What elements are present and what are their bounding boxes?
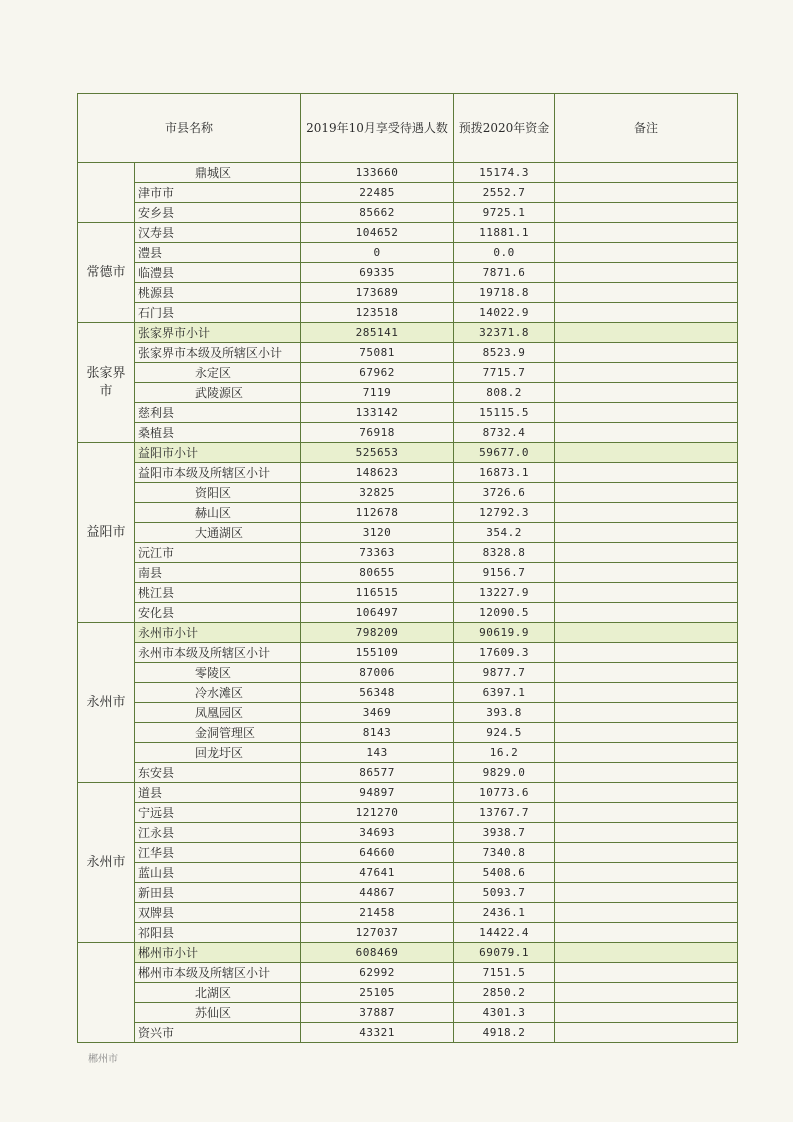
table-row — [78, 223, 738, 243]
note-cell — [555, 363, 738, 383]
table-row — [78, 923, 738, 943]
people-count-cell: 44867 — [301, 883, 454, 903]
table-row — [78, 643, 738, 663]
note-cell — [555, 863, 738, 883]
county-name-cell: 北湖区 — [135, 983, 301, 1003]
table-row — [78, 403, 738, 423]
city-name-cell: 永州市 — [78, 623, 135, 783]
table-row — [78, 163, 738, 183]
note-cell — [555, 423, 738, 443]
county-name-cell: 零陵区 — [135, 663, 301, 683]
fund-cell: 13227.9 — [454, 583, 555, 603]
table-row — [78, 363, 738, 383]
header-row — [78, 94, 738, 163]
subtotal-row — [78, 623, 738, 643]
city-name-cell: 永州市 — [78, 783, 135, 943]
fund-cell: 7871.6 — [454, 263, 555, 283]
table-row — [78, 303, 738, 323]
note-cell — [555, 443, 738, 463]
county-name-cell: 凤凰园区 — [135, 703, 301, 723]
county-name-cell: 石门县 — [135, 303, 301, 323]
county-name-cell: 郴州市小计 — [135, 943, 301, 963]
people-count-cell: 73363 — [301, 543, 454, 563]
people-count-cell: 67962 — [301, 363, 454, 383]
people-count-cell: 85662 — [301, 203, 454, 223]
note-cell — [555, 343, 738, 363]
fund-cell: 4918.2 — [454, 1023, 555, 1043]
people-count-cell: 34693 — [301, 823, 454, 843]
table-row — [78, 703, 738, 723]
city-name-cell: 益阳市 — [78, 443, 135, 623]
fund-cell: 9829.0 — [454, 763, 555, 783]
table-row — [78, 863, 738, 883]
people-count-cell: 3469 — [301, 703, 454, 723]
people-count-cell: 148623 — [301, 463, 454, 483]
people-count-cell: 56348 — [301, 683, 454, 703]
people-count-cell: 112678 — [301, 503, 454, 523]
table-row — [78, 743, 738, 763]
note-cell — [555, 523, 738, 543]
county-name-cell: 桃源县 — [135, 283, 301, 303]
table-body — [78, 163, 738, 1043]
people-count-cell: 155109 — [301, 643, 454, 663]
fund-cell: 59677.0 — [454, 443, 555, 463]
fund-cell: 12090.5 — [454, 603, 555, 623]
table-row — [78, 183, 738, 203]
table-row — [78, 683, 738, 703]
people-count-cell: 86577 — [301, 763, 454, 783]
city-name-cell — [78, 163, 135, 223]
note-cell — [555, 503, 738, 523]
header-fund: 预拨2020年资金 — [454, 94, 555, 163]
people-count-cell: 22485 — [301, 183, 454, 203]
county-name-cell: 武陵源区 — [135, 383, 301, 403]
table-row — [78, 563, 738, 583]
table-row — [78, 543, 738, 563]
fund-cell: 16873.1 — [454, 463, 555, 483]
people-count-cell: 76918 — [301, 423, 454, 443]
fund-cell: 2850.2 — [454, 983, 555, 1003]
people-count-cell: 43321 — [301, 1023, 454, 1043]
county-name-cell: 双牌县 — [135, 903, 301, 923]
county-name-cell: 大通湖区 — [135, 523, 301, 543]
subtotal-row — [78, 443, 738, 463]
cut-off-city-label: 郴州市 — [88, 1054, 118, 1065]
subtotal-row — [78, 943, 738, 963]
fund-cell: 924.5 — [454, 723, 555, 743]
county-name-cell: 苏仙区 — [135, 1003, 301, 1023]
people-count-cell: 37887 — [301, 1003, 454, 1023]
note-cell — [555, 263, 738, 283]
county-name-cell: 赫山区 — [135, 503, 301, 523]
note-cell — [555, 723, 738, 743]
table-row — [78, 983, 738, 1003]
county-name-cell: 沅江市 — [135, 543, 301, 563]
city-name-cell: 张家界市 — [78, 323, 135, 443]
table-row — [78, 883, 738, 903]
county-name-cell: 临澧县 — [135, 263, 301, 283]
note-cell — [555, 563, 738, 583]
table-row — [78, 963, 738, 983]
table-row — [78, 1003, 738, 1023]
table-row — [78, 723, 738, 743]
fund-cell: 3726.6 — [454, 483, 555, 503]
note-cell — [555, 243, 738, 263]
fund-cell: 11881.1 — [454, 223, 555, 243]
fund-cell: 3938.7 — [454, 823, 555, 843]
note-cell — [555, 463, 738, 483]
county-name-cell: 金洞管理区 — [135, 723, 301, 743]
table-row — [78, 603, 738, 623]
people-count-cell: 0 — [301, 243, 454, 263]
fund-cell: 8523.9 — [454, 343, 555, 363]
table-row — [78, 523, 738, 543]
table-row — [78, 423, 738, 443]
fund-cell: 13767.7 — [454, 803, 555, 823]
note-cell — [555, 743, 738, 763]
note-cell — [555, 783, 738, 803]
note-cell — [555, 663, 738, 683]
note-cell — [555, 923, 738, 943]
note-cell — [555, 963, 738, 983]
note-cell — [555, 1023, 738, 1043]
county-name-cell: 新田县 — [135, 883, 301, 903]
people-count-cell: 21458 — [301, 903, 454, 923]
city-name-cell — [78, 943, 135, 1043]
note-cell — [555, 623, 738, 643]
people-count-cell: 8143 — [301, 723, 454, 743]
note-cell — [555, 183, 738, 203]
county-name-cell: 资阳区 — [135, 483, 301, 503]
people-count-cell: 32825 — [301, 483, 454, 503]
people-count-cell: 87006 — [301, 663, 454, 683]
note-cell — [555, 323, 738, 343]
note-cell — [555, 283, 738, 303]
county-name-cell: 永州市本级及所辖区小计 — [135, 643, 301, 663]
note-cell — [555, 543, 738, 563]
county-name-cell: 东安县 — [135, 763, 301, 783]
fund-cell: 5093.7 — [454, 883, 555, 903]
fund-cell: 69079.1 — [454, 943, 555, 963]
table-row — [78, 263, 738, 283]
people-count-cell: 64660 — [301, 843, 454, 863]
note-cell — [555, 483, 738, 503]
people-count-cell: 173689 — [301, 283, 454, 303]
header-people-count: 2019年10月享受待遇人数 — [301, 94, 454, 163]
note-cell — [555, 403, 738, 423]
note-cell — [555, 943, 738, 963]
note-cell — [555, 583, 738, 603]
fund-cell: 7151.5 — [454, 963, 555, 983]
note-cell — [555, 1003, 738, 1023]
people-count-cell: 75081 — [301, 343, 454, 363]
fund-cell: 15115.5 — [454, 403, 555, 423]
county-name-cell: 回龙圩区 — [135, 743, 301, 763]
fund-cell: 32371.8 — [454, 323, 555, 343]
table-row — [78, 203, 738, 223]
table-row — [78, 1023, 738, 1043]
people-count-cell: 608469 — [301, 943, 454, 963]
note-cell — [555, 643, 738, 663]
table-row — [78, 283, 738, 303]
subsidy-table — [77, 93, 738, 1043]
people-count-cell: 104652 — [301, 223, 454, 243]
fund-cell: 4301.3 — [454, 1003, 555, 1023]
city-name-cell: 常德市 — [78, 223, 135, 323]
note-cell — [555, 603, 738, 623]
fund-cell: 19718.8 — [454, 283, 555, 303]
table-row — [78, 823, 738, 843]
table-row — [78, 583, 738, 603]
table-row — [78, 503, 738, 523]
county-name-cell: 汉寿县 — [135, 223, 301, 243]
county-name-cell: 安化县 — [135, 603, 301, 623]
people-count-cell: 94897 — [301, 783, 454, 803]
fund-cell: 5408.6 — [454, 863, 555, 883]
county-name-cell: 江华县 — [135, 843, 301, 863]
note-cell — [555, 983, 738, 1003]
county-name-cell: 张家界市小计 — [135, 323, 301, 343]
note-cell — [555, 683, 738, 703]
note-cell — [555, 823, 738, 843]
note-cell — [555, 763, 738, 783]
fund-cell: 2552.7 — [454, 183, 555, 203]
fund-cell: 9877.7 — [454, 663, 555, 683]
people-count-cell: 47641 — [301, 863, 454, 883]
county-name-cell: 南县 — [135, 563, 301, 583]
people-count-cell: 7119 — [301, 383, 454, 403]
fund-cell: 17609.3 — [454, 643, 555, 663]
fund-cell: 15174.3 — [454, 163, 555, 183]
note-cell — [555, 223, 738, 243]
fund-cell: 8732.4 — [454, 423, 555, 443]
people-count-cell: 106497 — [301, 603, 454, 623]
county-name-cell: 祁阳县 — [135, 923, 301, 943]
county-name-cell: 益阳市小计 — [135, 443, 301, 463]
people-count-cell: 127037 — [301, 923, 454, 943]
county-name-cell: 安乡县 — [135, 203, 301, 223]
county-name-cell: 澧县 — [135, 243, 301, 263]
note-cell — [555, 303, 738, 323]
fund-cell: 808.2 — [454, 383, 555, 403]
people-count-cell: 133660 — [301, 163, 454, 183]
note-cell — [555, 803, 738, 823]
fund-cell: 393.8 — [454, 703, 555, 723]
header-note: 备注 — [555, 94, 738, 163]
county-name-cell: 鼎城区 — [135, 163, 301, 183]
county-name-cell: 道县 — [135, 783, 301, 803]
fund-cell: 16.2 — [454, 743, 555, 763]
table-row — [78, 763, 738, 783]
note-cell — [555, 163, 738, 183]
table-row — [78, 483, 738, 503]
table-row — [78, 243, 738, 263]
fund-cell: 9156.7 — [454, 563, 555, 583]
county-name-cell: 慈利县 — [135, 403, 301, 423]
people-count-cell: 143 — [301, 743, 454, 763]
people-count-cell: 80655 — [301, 563, 454, 583]
note-cell — [555, 843, 738, 863]
fund-cell: 12792.3 — [454, 503, 555, 523]
table-row — [78, 663, 738, 683]
table-row — [78, 803, 738, 823]
fund-cell: 7340.8 — [454, 843, 555, 863]
fund-cell: 2436.1 — [454, 903, 555, 923]
people-count-cell: 69335 — [301, 263, 454, 283]
people-count-cell: 3120 — [301, 523, 454, 543]
county-name-cell: 张家界市本级及所辖区小计 — [135, 343, 301, 363]
note-cell — [555, 383, 738, 403]
table-row — [78, 383, 738, 403]
people-count-cell: 25105 — [301, 983, 454, 1003]
note-cell — [555, 703, 738, 723]
table-row — [78, 903, 738, 923]
county-name-cell: 津市市 — [135, 183, 301, 203]
fund-cell: 9725.1 — [454, 203, 555, 223]
note-cell — [555, 903, 738, 923]
note-cell — [555, 203, 738, 223]
people-count-cell: 525653 — [301, 443, 454, 463]
table-row — [78, 463, 738, 483]
county-name-cell: 江永县 — [135, 823, 301, 843]
county-name-cell: 宁远县 — [135, 803, 301, 823]
people-count-cell: 116515 — [301, 583, 454, 603]
county-name-cell: 永州市小计 — [135, 623, 301, 643]
county-name-cell: 桃江县 — [135, 583, 301, 603]
fund-cell: 354.2 — [454, 523, 555, 543]
people-count-cell: 121270 — [301, 803, 454, 823]
county-name-cell: 资兴市 — [135, 1023, 301, 1043]
table-row — [78, 783, 738, 803]
county-name-cell: 永定区 — [135, 363, 301, 383]
fund-cell: 14422.4 — [454, 923, 555, 943]
county-name-cell: 冷水滩区 — [135, 683, 301, 703]
fund-cell: 90619.9 — [454, 623, 555, 643]
fund-cell: 7715.7 — [454, 363, 555, 383]
people-count-cell: 62992 — [301, 963, 454, 983]
people-count-cell: 133142 — [301, 403, 454, 423]
people-count-cell: 798209 — [301, 623, 454, 643]
county-name-cell: 益阳市本级及所辖区小计 — [135, 463, 301, 483]
table-row — [78, 343, 738, 363]
header-city-name: 市县名称 — [78, 94, 301, 163]
fund-cell: 8328.8 — [454, 543, 555, 563]
county-name-cell: 桑植县 — [135, 423, 301, 443]
county-name-cell: 郴州市本级及所辖区小计 — [135, 963, 301, 983]
people-count-cell: 123518 — [301, 303, 454, 323]
subtotal-row — [78, 323, 738, 343]
note-cell — [555, 883, 738, 903]
table-row — [78, 843, 738, 863]
fund-cell: 14022.9 — [454, 303, 555, 323]
people-count-cell: 285141 — [301, 323, 454, 343]
county-name-cell: 蓝山县 — [135, 863, 301, 883]
fund-cell: 0.0 — [454, 243, 555, 263]
fund-cell: 6397.1 — [454, 683, 555, 703]
fund-cell: 10773.6 — [454, 783, 555, 803]
